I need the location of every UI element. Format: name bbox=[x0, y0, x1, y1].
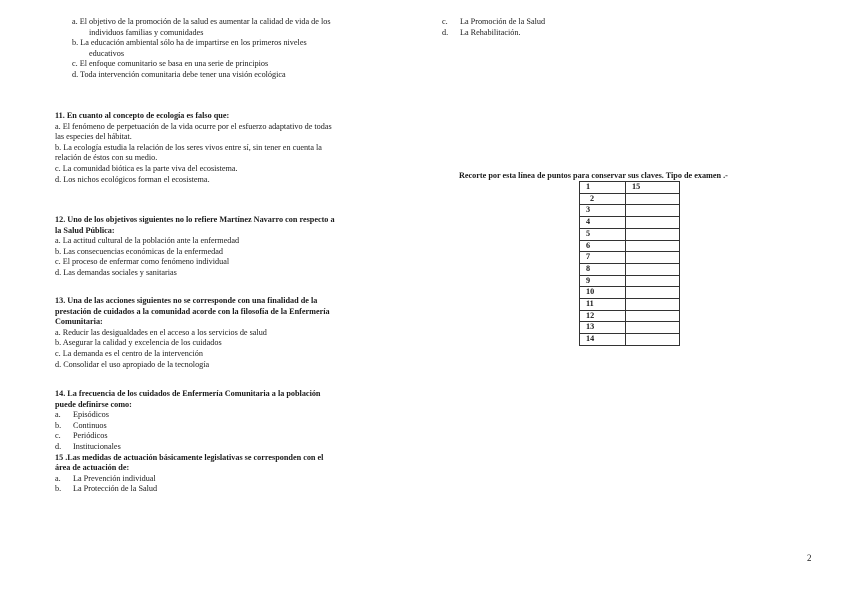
option-a: a. El objetivo de la promoción de la salud es aumentar la calidad de vida de los individuos familias y comunidades bbox=[72, 17, 331, 37]
question-title: 12. Uno de los objetivos siguientes no lo refiere Martínez Navarro con respecto a bbox=[55, 215, 335, 224]
answer-cell[interactable] bbox=[626, 263, 680, 275]
answer-number: 11 bbox=[580, 299, 626, 311]
answer-cell[interactable] bbox=[626, 240, 680, 252]
cut-instruction: Recorte por esta línea de puntos para conservar sus claves. Tipo de examen .- bbox=[459, 171, 728, 180]
q15-continued-options bbox=[442, 17, 545, 38]
answer-cell[interactable] bbox=[626, 322, 680, 334]
answer-number: 13 bbox=[580, 322, 626, 334]
answer-row bbox=[580, 240, 680, 252]
answer-row bbox=[580, 205, 680, 217]
answer-cell[interactable] bbox=[626, 217, 680, 229]
q14-option-c: c. Periódicos bbox=[55, 431, 108, 441]
answer-row bbox=[580, 287, 680, 299]
answer-row bbox=[580, 334, 680, 346]
answer-cell[interactable] bbox=[626, 252, 680, 264]
answer-cell[interactable]: 15 bbox=[626, 182, 680, 194]
q15-option-c: c. La Promoción de la Salud bbox=[442, 17, 546, 26]
answer-row bbox=[580, 217, 680, 229]
question-15: 15 .Las medidas de actuación básicamente legislativas se corresponden con el área de actuación de: a. La Prevención individual b. La Protección de la Salud bbox=[55, 452, 324, 494]
q15-option-a: a. La Prevención individual bbox=[55, 473, 156, 483]
answer-row bbox=[580, 182, 680, 194]
answer-row bbox=[580, 322, 680, 334]
answer-number: 10 bbox=[580, 287, 626, 299]
answer-cell[interactable] bbox=[626, 205, 680, 217]
answer-number: 4 bbox=[580, 217, 626, 229]
q14-option-b: b. Continuos bbox=[55, 420, 107, 430]
answer-table bbox=[579, 181, 680, 346]
question-13: 13. Una de las acciones siguientes no se corresponde con una finalidad de la prestación de cuidados a la comunidad acorde con la filosofía de la Enfermería Comunitaria: a. Reducir las desigualdades en el acceso a los servicios de salud b. Asegurar la calidad y excelencia de los cuidados c. La demanda es el centro de la intervención d. Consolidar el uso apropiado de la tecnología bbox=[55, 296, 330, 369]
answer-row bbox=[580, 310, 680, 322]
answer-cell[interactable] bbox=[626, 310, 680, 322]
answer-number: 12 bbox=[580, 310, 626, 322]
option-c: c. El enfoque comunitario se basa en una serie de principios bbox=[72, 59, 269, 69]
q15-option-d: d. La Rehabilitación. bbox=[442, 27, 521, 37]
answer-number: 1 bbox=[580, 182, 626, 194]
answer-cell[interactable] bbox=[626, 193, 680, 205]
answer-number: 7 bbox=[580, 252, 626, 264]
question-title: 14. La frecuencia de los cuidados de Enfermería Comunitaria a la población bbox=[55, 389, 321, 398]
answer-number: 8 bbox=[580, 263, 626, 275]
answer-row bbox=[580, 299, 680, 311]
question-title: 11. En cuanto al concepto de ecología es falso que: bbox=[55, 111, 230, 120]
option-d: d. Toda intervención comunitaria debe tener una visión ecológica bbox=[72, 69, 286, 79]
q14-option-a: a. Episódicos bbox=[55, 410, 109, 420]
answer-number: 3 bbox=[580, 205, 626, 217]
question-11: 11. En cuanto al concepto de ecología es falso que: a. El fenómeno de perpetuación de la vida ocurre por el esfuerzo adaptativo de todas las especies del hábitat. b. La ecología estudia la relación de los seres vivos entre sí, sin tener en cuenta la relación de éstos con su medio. c. La comunidad biótica es la parte viva del ecosistema. d. Los nichos ecológicos forman el ecosistema. bbox=[55, 111, 332, 184]
answer-cell[interactable] bbox=[626, 334, 680, 346]
answer-number: 5 bbox=[580, 228, 626, 240]
answer-number: 14 bbox=[580, 334, 626, 346]
answer-cell[interactable] bbox=[626, 299, 680, 311]
page-number: 2 bbox=[807, 553, 812, 563]
answer-number: 6 bbox=[580, 240, 626, 252]
answer-number: 2 bbox=[580, 193, 626, 205]
question-12: 12. Uno de los objetivos siguientes no lo refiere Martínez Navarro con respecto a la Salud Pública: a. La actitud cultural de la población ante la enfermedad b. Las consecuencias económicas de la enfermedad c. El proceso de enfermar como fenómeno individual d. Las demandas sociales y sanitarias bbox=[55, 215, 335, 277]
answer-number: 9 bbox=[580, 275, 626, 287]
answer-row bbox=[580, 263, 680, 275]
answer-row bbox=[580, 252, 680, 264]
option-b: b. La educación ambiental sólo ha de impartirse en los primeros niveles educativos bbox=[72, 38, 307, 58]
answer-row bbox=[580, 228, 680, 240]
q14-option-d: d. Institucionales bbox=[55, 441, 121, 451]
prev-question-options bbox=[72, 17, 331, 81]
q15-option-b: b. La Protección de la Salud bbox=[55, 484, 158, 494]
question-title: 15 .Las medidas de actuación básicamente legislativas se corresponden con el bbox=[55, 452, 324, 462]
answer-row bbox=[580, 275, 680, 287]
answer-cell[interactable] bbox=[626, 287, 680, 299]
answer-row bbox=[580, 193, 680, 205]
answer-cell[interactable] bbox=[626, 228, 680, 240]
question-14: 14. La frecuencia de los cuidados de Enfermería Comunitaria a la población puede definirse como: a. Episódicos b. Continuos c. Periódicos d. Institucionales 15 .Las medidas de actuación básicamente legislativas se corresponden con el área de actuación de: a. La Prevención individual b. La Protección de la Salud bbox=[55, 389, 324, 494]
answer-cell[interactable] bbox=[626, 275, 680, 287]
question-title: 13. Una de las acciones siguientes no se corresponde con una finalidad de la bbox=[55, 296, 318, 305]
